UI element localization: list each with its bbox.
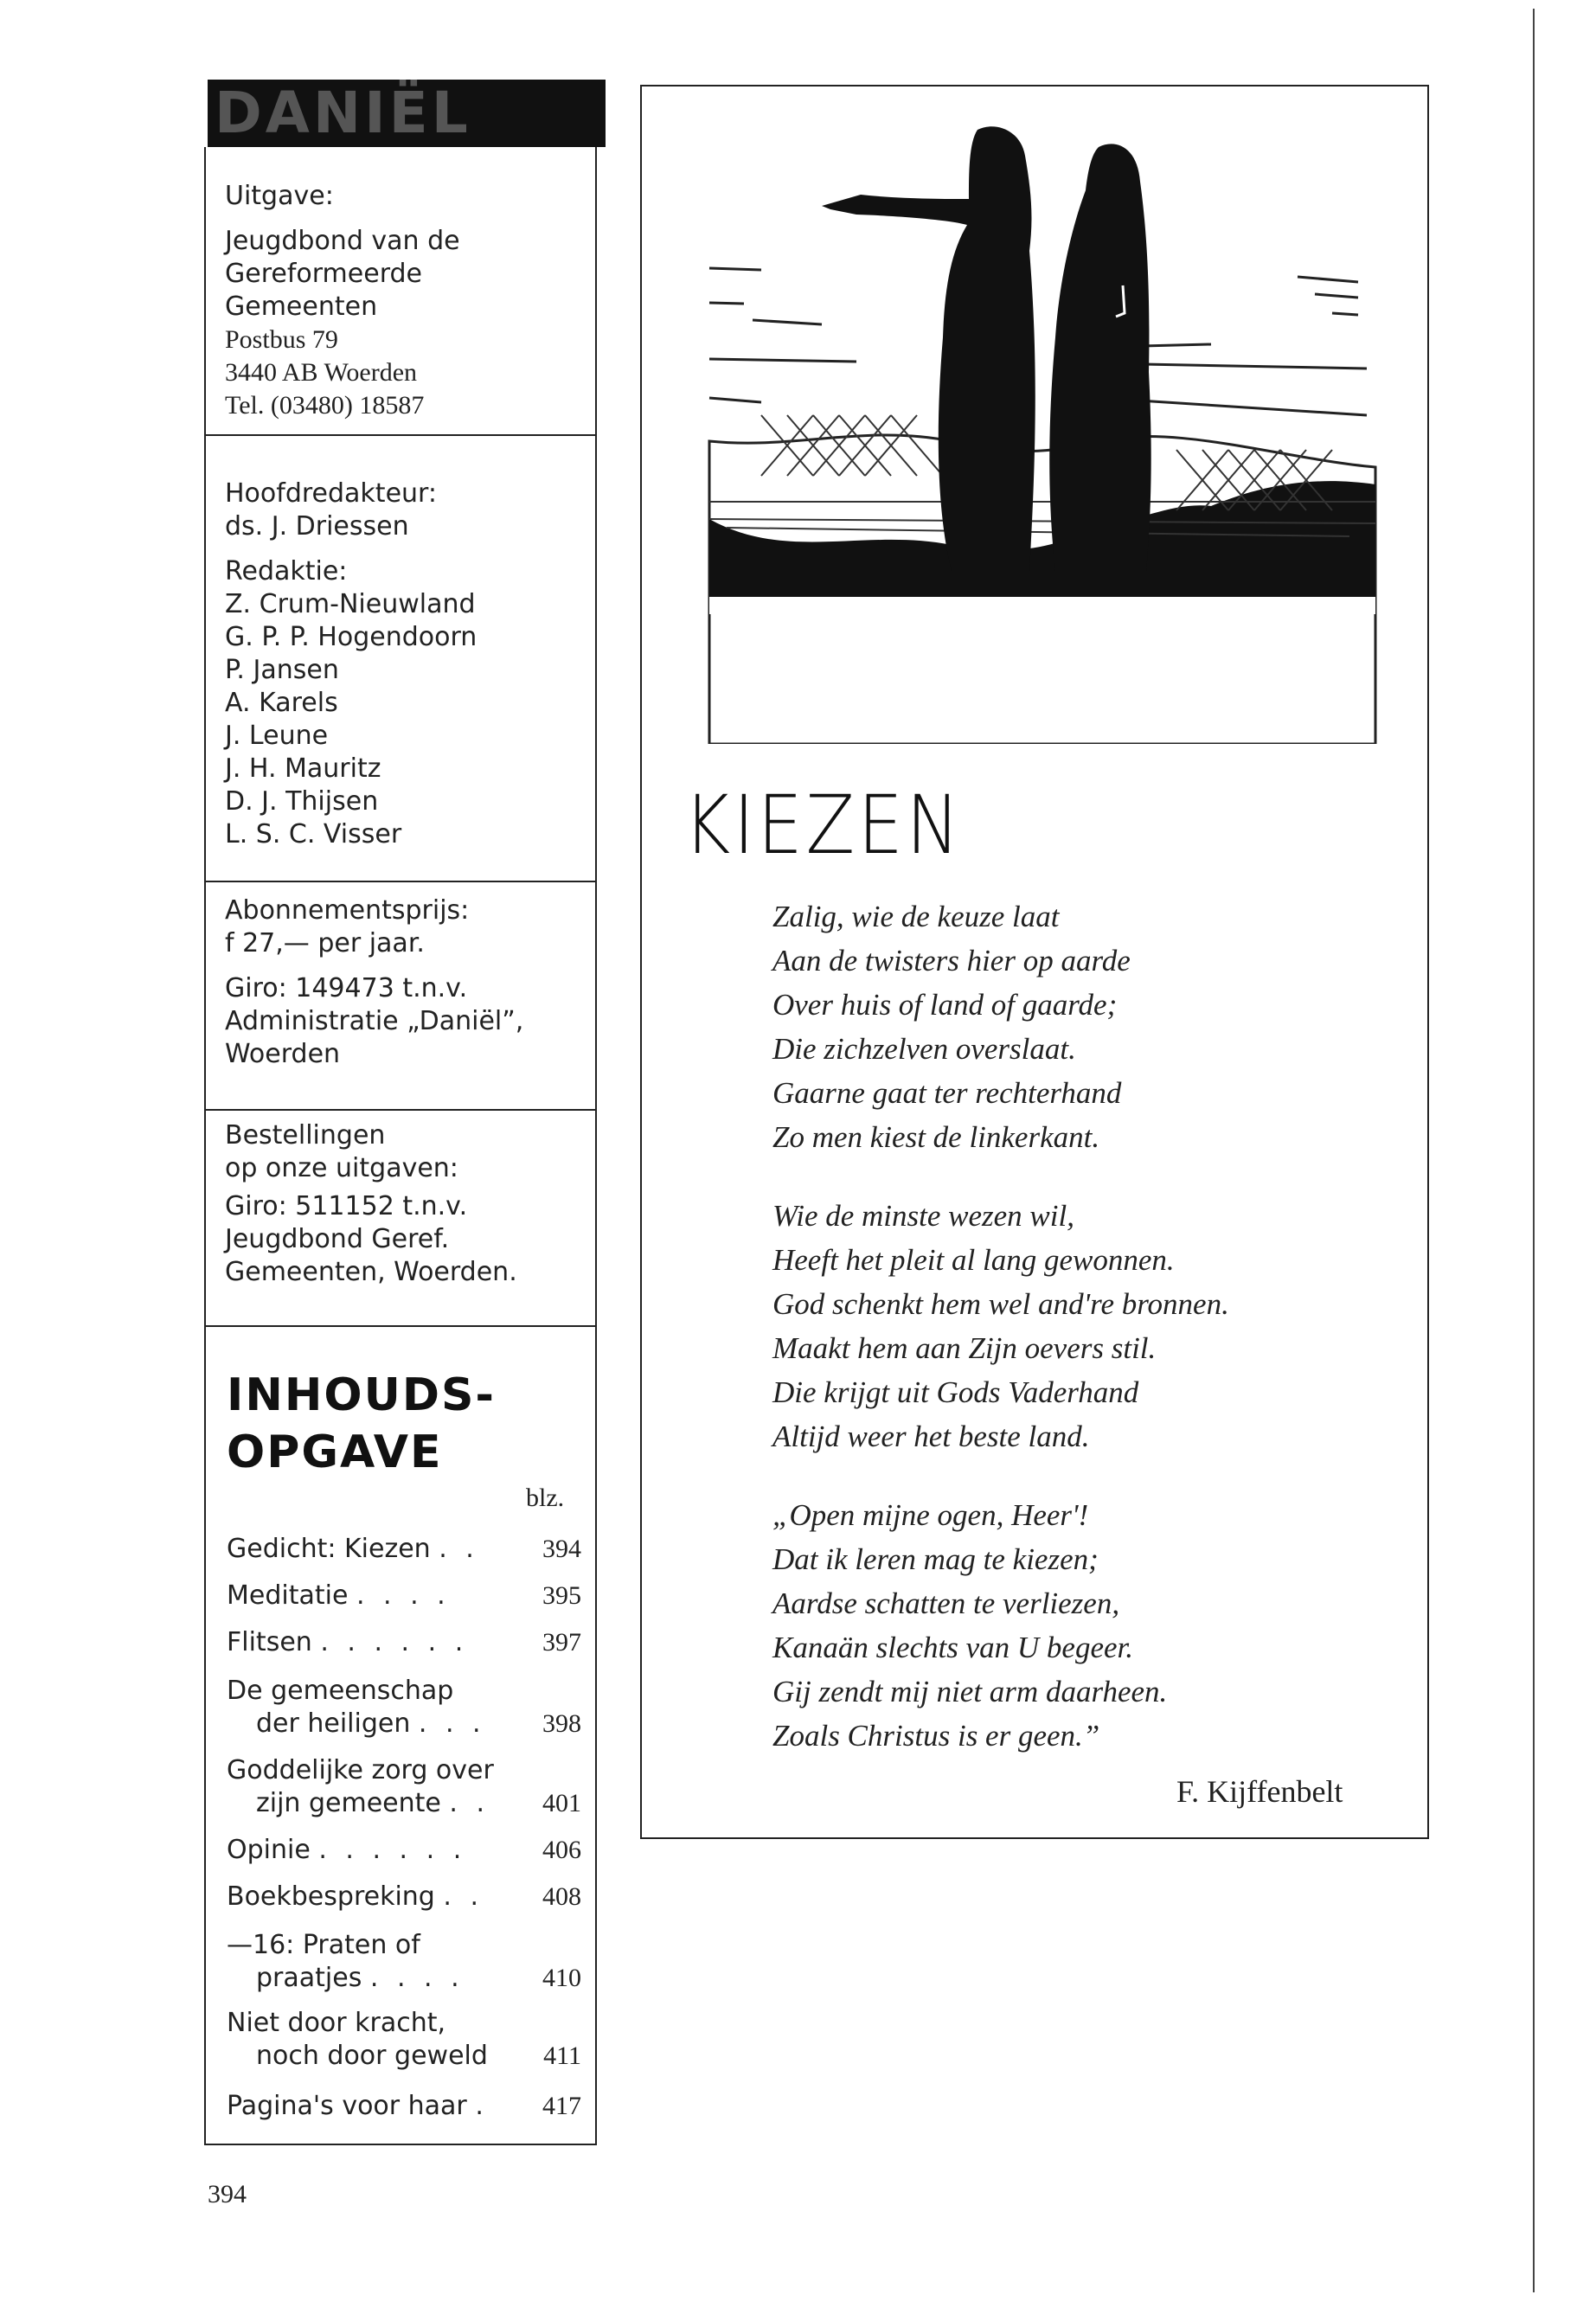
poem-line: Heeft het pleit al lang gewonnen. <box>772 1243 1175 1277</box>
poem-line: Dat ik leren mag te kiezen; <box>772 1542 1099 1576</box>
orders-giro-line: Giro: 511152 t.n.v. <box>225 1191 468 1221</box>
toc-entry-page: 401 <box>542 1789 581 1817</box>
toc-entry-title-cont: noch door geweld <box>256 2041 488 2071</box>
toc-entry-page: 408 <box>542 1882 581 1911</box>
toc-entry-title: Flitsen <box>227 1627 312 1657</box>
editor-name: Z. Crum-Nieuwland <box>225 589 476 619</box>
toc-entry <box>227 1834 581 1867</box>
orders-giro-line: Gemeenten, Woerden. <box>225 1257 517 1287</box>
toc-entry <box>227 1881 581 1913</box>
orders-giro-line: Jeugdbond Geref. <box>225 1224 450 1254</box>
toc-entry-page: 397 <box>542 1628 581 1657</box>
editors-block <box>225 478 477 851</box>
divider <box>204 434 595 436</box>
poem-title: KIEZEN <box>683 779 963 873</box>
administration-line: Administratie „Daniël”, <box>225 1006 524 1036</box>
poem-line: Zalig, wie de keuze laat <box>772 900 1060 933</box>
editor-name: L. S. C. Visser <box>225 819 402 849</box>
toc-entry-dots: . . <box>443 1881 484 1912</box>
divider <box>204 2144 595 2145</box>
address-line: 3440 AB Woerden <box>225 358 418 387</box>
address-line: Tel. (03480) 18587 <box>225 391 425 420</box>
toc-entry-title: Goddelijke zorg over <box>227 1755 494 1785</box>
toc-entry-title: Gedicht: Kiezen <box>227 1534 431 1564</box>
two-figures-illustration <box>692 112 1384 744</box>
toc-entry-page: 417 <box>542 2092 581 2120</box>
toc-page-header: blz. <box>526 1484 565 1512</box>
orders-line: op onze uitgaven: <box>225 1153 458 1183</box>
toc-entry-dots: . . <box>439 1534 479 1564</box>
chief-editor-label: Hoofdredakteur: <box>225 478 437 509</box>
divider <box>204 1325 595 1327</box>
divider <box>204 881 595 882</box>
poem-line: Aardse schatten te verliezen, <box>772 1586 1120 1620</box>
toc-entry-page: 394 <box>542 1535 581 1563</box>
poem-line: Wie de minste wezen wil, <box>772 1199 1074 1233</box>
subscription-block <box>225 894 523 1071</box>
administration-line: Woerden <box>225 1039 341 1069</box>
orders-block <box>225 1119 517 1289</box>
toc-entry-title: Opinie <box>227 1835 311 1865</box>
subscription-price: f 27,— per jaar. <box>225 928 425 958</box>
orders-line: Bestellingen <box>225 1120 386 1150</box>
toc-entry-page: 395 <box>542 1581 581 1610</box>
left-column-border <box>204 147 206 2145</box>
editors-label: Redaktie: <box>225 556 348 586</box>
toc-entry-title: —16: Praten of <box>227 1930 420 1960</box>
toc-entry-dots: . <box>475 2091 489 2121</box>
poem-stanza-3 <box>772 1493 1167 1758</box>
giro-line: Giro: 149473 t.n.v. <box>225 973 468 1003</box>
poem-line: Altijd weer het beste land. <box>772 1420 1090 1453</box>
poem-line: Die krijgt uit Gods Vaderhand <box>772 1375 1139 1409</box>
toc-entry-dots: . . . . <box>369 1963 465 1993</box>
toc-entry <box>227 1675 581 1740</box>
poem-line: Aan de twisters hier op aarde <box>772 944 1131 977</box>
toc-title <box>227 1367 496 1481</box>
poem-line: Zoals Christus is er geen.” <box>772 1719 1100 1753</box>
poem-line: Over huis of land of gaarde; <box>772 988 1118 1022</box>
poem-line: Gaarne gaat ter rechterhand <box>772 1076 1122 1110</box>
editor-name: A. Karels <box>225 688 338 718</box>
toc-entry <box>227 1929 581 1995</box>
toc-entry <box>227 1626 581 1659</box>
toc-entry <box>227 2007 581 2073</box>
publisher-label: Uitgave: <box>225 181 334 211</box>
toc-entry <box>227 1580 581 1612</box>
left-column-border-right <box>595 147 597 2145</box>
publisher-line: Gemeenten <box>225 292 378 322</box>
toc-entry-title: Boekbespreking <box>227 1881 435 1912</box>
poem-line: Gij zendt mij niet arm daarheen. <box>772 1675 1168 1708</box>
page-number: 394 <box>208 2180 247 2208</box>
poem-line: Zo men kiest de linkerkant. <box>772 1120 1100 1154</box>
poem-line: „Open mijne ogen, Heer'! <box>772 1498 1089 1532</box>
toc-entry-dots: . . . <box>418 1708 486 1739</box>
toc-entry-title: Pagina's voor haar <box>227 2091 467 2121</box>
toc-entry-dots: . . <box>449 1788 490 1818</box>
toc-entry-dots: . . . . <box>356 1580 451 1611</box>
toc-title-line: OPGAVE <box>227 1426 443 1478</box>
toc-entry-title: De gemeenschap <box>227 1676 454 1706</box>
publisher-line: Jeugdbond van de <box>225 226 460 256</box>
address-line: Postbus 79 <box>225 325 338 354</box>
editor-name: P. Jansen <box>225 655 339 685</box>
poem-line: Maakt hem aan Zijn oevers stil. <box>772 1331 1157 1365</box>
toc-entry-title-cont: zijn gemeente <box>256 1788 441 1818</box>
publisher-block <box>225 180 460 422</box>
toc-entry-title-cont: praatjes <box>256 1963 362 1993</box>
toc-entry-title: Niet door kracht, <box>227 2008 446 2038</box>
poem-stanza-1 <box>772 894 1131 1159</box>
toc-entry <box>227 1533 581 1566</box>
toc-entry-page: 411 <box>543 2041 581 2070</box>
masthead-logo-text: DANIËL <box>215 80 471 146</box>
toc-entry <box>227 1754 581 1820</box>
publisher-line: Gereformeerde <box>225 259 423 289</box>
toc-title-line: INHOUDS- <box>227 1369 497 1421</box>
poem-stanza-2 <box>772 1194 1229 1458</box>
page-edge-line <box>1533 9 1535 2292</box>
toc-entry-dots: . . . . . . <box>318 1835 467 1865</box>
editor-name: J. Leune <box>225 721 329 751</box>
masthead-logo <box>208 80 606 147</box>
chief-editor: ds. J. Driessen <box>225 511 409 542</box>
poem-author: F. Kijffenbelt <box>1176 1774 1343 1809</box>
poem-line: God schenkt hem wel and're bronnen. <box>772 1287 1229 1321</box>
toc-entry-dots: . . . . . . <box>320 1627 469 1657</box>
toc-entry-title: Meditatie <box>227 1580 349 1611</box>
toc-entry-title-cont: der heiligen <box>256 1708 411 1739</box>
poem-line: Kanaän slechts van U begeer. <box>772 1631 1134 1664</box>
poem-line: Die zichzelven overslaat. <box>772 1032 1076 1066</box>
toc-entry-page: 398 <box>542 1709 581 1738</box>
toc-entry-page: 410 <box>542 1964 581 1992</box>
divider <box>204 1109 595 1111</box>
toc-entry <box>227 2090 581 2123</box>
editor-name: G. P. P. Hogendoorn <box>225 622 478 652</box>
editor-name: J. H. Mauritz <box>225 753 381 784</box>
toc-entry-page: 406 <box>542 1836 581 1864</box>
editor-name: D. J. Thijsen <box>225 786 379 817</box>
subscription-label: Abonnementsprijs: <box>225 895 470 926</box>
